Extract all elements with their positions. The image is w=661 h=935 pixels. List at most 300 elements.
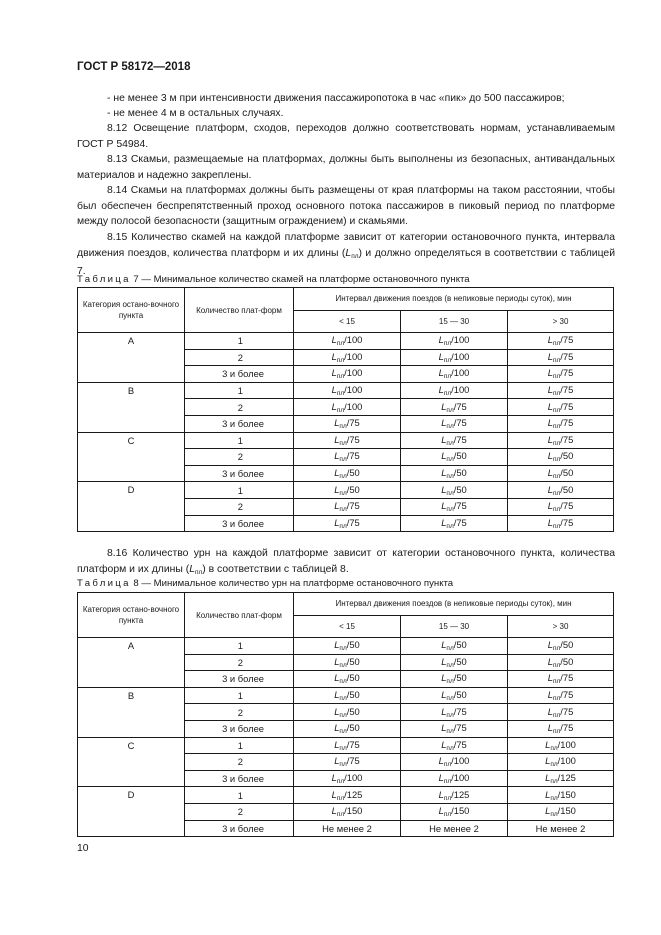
value-cell: [294, 415, 401, 432]
category-cell: В: [78, 382, 185, 432]
value-cell: [401, 671, 508, 688]
value-divisor: /50: [346, 467, 360, 479]
value-divisor: /100: [344, 772, 363, 784]
value-cell: [294, 432, 401, 449]
value-cell: [401, 482, 508, 499]
value-cell: [401, 349, 508, 366]
length-subscript: пл: [339, 473, 347, 481]
length-subscript: пл: [550, 761, 558, 769]
value-cell: [294, 498, 401, 515]
length-subscript: пл: [446, 456, 454, 464]
value-cell: [294, 687, 401, 704]
table-7: [77, 287, 614, 532]
length-subscript: пл: [336, 778, 345, 786]
value-divisor: /75: [560, 433, 574, 445]
header-interval: Интервал движения поездов (в непиковые периоды суток), мин: [294, 593, 614, 616]
value-divisor: /100: [451, 334, 470, 346]
value-divisor: /75: [560, 384, 574, 396]
length-subscript: пл: [446, 661, 454, 669]
length-subscript: пл: [339, 761, 347, 769]
length-subscript: пл: [446, 473, 454, 481]
paragraph-8-15: 8.15 Количество скамей на каждой платформе зависит от категории остановочного пункта, интервала движения поездов, количества платформ и их длины $(L_{пл})$ и должно определяться в соответствии с таблицей 7.: [77, 232, 615, 278]
value-divisor: /75: [346, 755, 360, 767]
table-row: [78, 482, 614, 499]
platform-count-cell: 2: [185, 803, 294, 820]
value-cell: [508, 515, 614, 532]
category-cell: D: [78, 482, 185, 532]
table-row: [78, 737, 614, 754]
table-header-row: [78, 593, 614, 616]
value-divisor: /150: [451, 805, 470, 817]
length-subscript: пл: [550, 794, 558, 802]
header-interval-col: > 30: [508, 615, 614, 638]
value-cell: [294, 671, 401, 688]
value-cell: [401, 382, 508, 399]
value-divisor: /50: [346, 672, 360, 684]
length-subscript: пл: [446, 506, 454, 514]
value-cell: [401, 399, 508, 416]
header-interval-col: > 30: [508, 310, 614, 333]
value-cell: [508, 737, 614, 754]
length-symbol: L: [438, 384, 444, 396]
value-cell: [401, 704, 508, 721]
value-cell: [294, 349, 401, 366]
length-symbol: L: [331, 367, 337, 379]
value-divisor: /75: [560, 722, 574, 734]
value-cell: [294, 638, 401, 655]
length-symbol: L: [438, 772, 444, 784]
value-divisor: /75: [560, 350, 574, 362]
length-symbol: L: [441, 400, 447, 412]
value-cell: [401, 737, 508, 754]
length-subscript: пл: [443, 811, 452, 819]
length-symbol: L: [547, 467, 553, 479]
length-symbol: L: [438, 755, 444, 767]
value-divisor: /100: [344, 384, 363, 396]
length-subscript: пл: [339, 456, 347, 464]
length-subscript: пл: [552, 728, 561, 736]
length-symbol: L: [545, 738, 551, 750]
length-symbol: L: [547, 334, 553, 346]
paragraph-bullet-2: - не менее 4 м в остальных случаях.: [107, 108, 284, 119]
value-cell: [508, 770, 614, 787]
length-symbol: L: [334, 417, 340, 429]
value-cell: [294, 449, 401, 466]
value-divisor: /75: [346, 417, 360, 429]
length-subscript: пл: [339, 423, 347, 431]
page-number: 10: [77, 843, 89, 854]
length-subscript: пл: [552, 661, 561, 669]
value-cell: [401, 654, 508, 671]
value-cell: [294, 515, 401, 532]
length-subscript: пл: [443, 778, 452, 786]
length-symbol: L: [547, 417, 553, 429]
value-divisor: /75: [453, 433, 467, 445]
value-cell: [294, 465, 401, 482]
length-subscript: пл: [446, 711, 454, 719]
value-cell: [401, 515, 508, 532]
value-divisor: /100: [344, 367, 363, 379]
length-symbol: L: [334, 639, 340, 651]
table-8-caption: Таблица 8 — Минимальное количество урн на платформе остановочного пункта: [77, 578, 454, 589]
value-divisor: /100: [344, 400, 363, 412]
length-symbol: L: [441, 467, 447, 479]
length-subscript: пл: [336, 794, 345, 802]
value-divisor: /75: [346, 500, 360, 512]
header-interval: Интервал движения поездов (в непиковые периоды суток), мин: [294, 288, 614, 311]
value-cell: [294, 482, 401, 499]
value-cell: [294, 704, 401, 721]
value-divisor: /50: [453, 450, 467, 462]
table-7-caption: Таблица 7 — Минимальное количество скамей на платформе остановочного пункта: [77, 274, 470, 285]
length-subscript: пл: [552, 489, 561, 497]
length-subscript: пл: [339, 711, 347, 719]
platform-count-cell: 2: [185, 498, 294, 515]
length-subscript: пл: [443, 340, 452, 348]
header-interval-col: < 15: [294, 310, 401, 333]
length-symbol: L: [547, 483, 553, 495]
value-cell: [401, 333, 508, 350]
value-cell: [508, 638, 614, 655]
length-subscript: пл: [446, 645, 454, 653]
value-divisor: /100: [451, 367, 470, 379]
length-subscript: пл: [552, 456, 561, 464]
value-divisor: /125: [344, 788, 363, 800]
header-interval-col: 15 — 30: [401, 615, 508, 638]
value-cell: [401, 820, 508, 837]
value-divisor: /50: [453, 467, 467, 479]
length-subscript: пл: [552, 678, 561, 686]
length-symbol: L: [334, 672, 340, 684]
value-cell: [401, 449, 508, 466]
platform-count-cell: 3 и более: [185, 770, 294, 787]
header-category: Категория остано-вочного пункта: [78, 593, 185, 638]
length-subscript: пл: [552, 356, 561, 364]
length-subscript: пл: [552, 506, 561, 514]
length-symbol: L: [545, 755, 551, 767]
length-subscript: пл: [339, 522, 347, 530]
category-cell: D: [78, 787, 185, 837]
value-divisor: /75: [560, 500, 574, 512]
value-divisor: /75: [453, 738, 467, 750]
value-cell: [508, 754, 614, 771]
value-text: Не менее 2: [535, 822, 586, 834]
value-cell: [401, 638, 508, 655]
category-cell: А: [78, 638, 185, 688]
header-interval-col: 15 — 30: [401, 310, 508, 333]
length-symbol: L: [547, 400, 553, 412]
length-subscript: пл: [443, 761, 452, 769]
paragraph-8-14: 8.14 Скамьи на платформах должны быть размещены от края платформы на таком расстоянии, чтобы был обеспечен беспрепятственный проход основного потока пассажиров в пиковый период по платформе между полосой безопасности (защитным ограждением) и скамьями.: [77, 185, 615, 228]
value-divisor: /100: [557, 738, 576, 750]
length-symbol: L: [441, 672, 447, 684]
platform-count-cell: 1: [185, 382, 294, 399]
value-cell: [294, 333, 401, 350]
length-symbol: L: [438, 367, 444, 379]
value-divisor: /50: [560, 655, 574, 667]
value-cell: [294, 654, 401, 671]
value-divisor: /75: [560, 417, 574, 429]
length-subscript: пл: [339, 645, 347, 653]
length-subscript: пл: [336, 390, 345, 398]
platform-count-cell: 3 и более: [185, 366, 294, 383]
header-category: Категория остано-вочного пункта: [78, 288, 185, 333]
length-symbol: L: [441, 433, 447, 445]
value-cell: [294, 770, 401, 787]
length-symbol: L: [331, 384, 337, 396]
header-platform-count: Количество плат-форм: [185, 288, 294, 333]
length-subscript: пл: [550, 811, 558, 819]
value-divisor: /100: [344, 334, 363, 346]
value-divisor: /150: [344, 805, 363, 817]
platform-count-cell: 1: [185, 638, 294, 655]
value-cell: [508, 349, 614, 366]
value-divisor: /75: [453, 417, 467, 429]
value-divisor: /50: [453, 689, 467, 701]
length-subscript: пл: [446, 728, 454, 736]
value-cell: [508, 704, 614, 721]
length-subscript: пл: [552, 645, 561, 653]
length-subscript: пл: [443, 373, 452, 381]
platform-count-cell: 2: [185, 349, 294, 366]
length-subscript: пл: [446, 744, 454, 752]
paragraph-8-12: 8.12 Освещение платформ, сходов, переходов должно соответствовать нормам, устанавливаемым ГОСТ Р 54984.: [77, 123, 615, 150]
length-symbol: L: [547, 433, 553, 445]
length-subscript: пл: [550, 744, 558, 752]
length-symbol: L: [334, 500, 340, 512]
length-symbol: L: [441, 705, 447, 717]
value-divisor: /50: [346, 722, 360, 734]
length-subscript: пл: [446, 522, 454, 530]
value-cell: [508, 820, 614, 837]
value-cell: [401, 687, 508, 704]
value-divisor: /50: [560, 483, 574, 495]
length-subscript: пл: [336, 373, 345, 381]
value-divisor: /75: [453, 400, 467, 412]
value-cell: [294, 720, 401, 737]
value-cell: [401, 498, 508, 515]
value-cell: [508, 654, 614, 671]
length-symbol: L: [441, 417, 447, 429]
table-row: [78, 432, 614, 449]
value-divisor: /75: [560, 334, 574, 346]
value-cell: [508, 382, 614, 399]
length-symbol: L: [331, 350, 337, 362]
length-symbol: L: [545, 788, 551, 800]
value-divisor: /75: [560, 400, 574, 412]
length-subscript: пл: [446, 439, 454, 447]
length-symbol: L: [441, 738, 447, 750]
table-row: [78, 687, 614, 704]
length-symbol: L: [438, 788, 444, 800]
value-cell: [294, 366, 401, 383]
value-divisor: /50: [346, 655, 360, 667]
length-symbol: L: [334, 689, 340, 701]
platform-count-cell: 1: [185, 333, 294, 350]
header-platform-count: Количество плат-форм: [185, 593, 294, 638]
length-symbol: L: [545, 772, 551, 784]
length-symbol: L: [547, 655, 553, 667]
value-divisor: /100: [451, 350, 470, 362]
value-divisor: /75: [346, 516, 360, 528]
platform-count-cell: 3 и более: [185, 671, 294, 688]
table-row: [78, 638, 614, 655]
length-subscript: пл: [552, 406, 561, 414]
value-cell: [508, 687, 614, 704]
platform-count-cell: 2: [185, 449, 294, 466]
value-divisor: /75: [560, 516, 574, 528]
value-divisor: /100: [557, 755, 576, 767]
length-symbol: L: [547, 384, 553, 396]
length-symbol: L: [438, 334, 444, 346]
table-header-row: [78, 288, 614, 311]
value-cell: [508, 498, 614, 515]
length-symbol: L: [334, 450, 340, 462]
value-divisor: /100: [451, 772, 470, 784]
length-symbol: L: [441, 483, 447, 495]
length-symbol: L: [334, 738, 340, 750]
length-symbol: L: [331, 805, 337, 817]
value-cell: [508, 671, 614, 688]
platform-count-cell: 3 и более: [185, 720, 294, 737]
value-cell: [508, 366, 614, 383]
value-divisor: /50: [453, 672, 467, 684]
length-subscript: пл: [339, 695, 347, 703]
length-symbol: L: [441, 500, 447, 512]
length-symbol: L: [441, 655, 447, 667]
platform-count-cell: 3 и более: [185, 820, 294, 837]
length-subscript: пл: [446, 406, 454, 414]
length-subscript: пл: [443, 794, 452, 802]
length-symbol: L: [545, 805, 551, 817]
length-subscript: пл: [443, 356, 452, 364]
value-cell: [401, 432, 508, 449]
platform-count-cell: 1: [185, 737, 294, 754]
paragraph-bullet-1: - не менее 3 м при интенсивности движения пассажиропотока в час «пик» до 500 пассажиров;: [107, 93, 565, 104]
length-symbol: L: [438, 805, 444, 817]
value-cell: [508, 787, 614, 804]
length-subscript: пл: [552, 522, 561, 530]
value-divisor: /100: [451, 384, 470, 396]
length-symbol: L: [547, 672, 553, 684]
category-cell: А: [78, 333, 185, 383]
value-divisor: /75: [560, 367, 574, 379]
paragraph-8-13: 8.13 Скамьи, размещаемые на платформах, должны быть выполнены из безопасных, антивандальных материалов и надежно закреплены.: [77, 154, 615, 181]
value-divisor: /50: [453, 483, 467, 495]
value-divisor: /50: [560, 639, 574, 651]
value-divisor: /50: [560, 450, 574, 462]
length-symbol: L: [334, 722, 340, 734]
value-cell: [508, 803, 614, 820]
length-subscript: пл: [446, 695, 454, 703]
header-interval-col: < 15: [294, 615, 401, 638]
length-symbol: L: [334, 483, 340, 495]
category-cell: В: [78, 687, 185, 737]
value-cell: [508, 333, 614, 350]
length-subscript: пл: [339, 439, 347, 447]
length-subscript: пл: [552, 373, 561, 381]
length-symbol: L: [441, 722, 447, 734]
value-divisor: /50: [453, 655, 467, 667]
length-subscript: пл: [552, 711, 561, 719]
length-symbol: L: [547, 722, 553, 734]
length-symbol: L: [547, 689, 553, 701]
length-symbol: L: [441, 516, 447, 528]
document-header: ГОСТ Р 58172—2018: [77, 61, 191, 73]
value-divisor: /150: [557, 788, 576, 800]
value-cell: [294, 820, 401, 837]
value-divisor: /50: [346, 483, 360, 495]
value-cell: [294, 754, 401, 771]
platform-count-cell: 2: [185, 704, 294, 721]
length-symbol: L: [334, 467, 340, 479]
length-symbol: L: [547, 367, 553, 379]
value-cell: [508, 465, 614, 482]
value-divisor: /75: [453, 705, 467, 717]
length-symbol: L: [547, 500, 553, 512]
value-cell: [508, 432, 614, 449]
value-divisor: /150: [557, 805, 576, 817]
table-8: [77, 592, 614, 837]
value-text: Не менее 2: [322, 822, 372, 834]
value-cell: [401, 366, 508, 383]
value-divisor: /75: [560, 705, 574, 717]
platform-count-cell: 3 и более: [185, 515, 294, 532]
value-divisor: /125: [557, 772, 576, 784]
length-symbol: L: [547, 450, 553, 462]
value-cell: [294, 803, 401, 820]
length-subscript: пл: [552, 439, 561, 447]
length-symbol: L: [441, 689, 447, 701]
length-subscript: пл: [339, 728, 347, 736]
value-cell: [508, 720, 614, 737]
platform-count-cell: 3 и более: [185, 415, 294, 432]
length-symbol: L: [334, 655, 340, 667]
value-text: Не менее 2: [429, 822, 479, 834]
value-divisor: /75: [453, 500, 467, 512]
length-symbol: L: [331, 400, 337, 412]
length-subscript: пл: [552, 423, 561, 431]
value-divisor: /50: [453, 639, 467, 651]
length-symbol: L: [334, 755, 340, 767]
length-symbol: L: [441, 450, 447, 462]
category-cell: С: [78, 737, 185, 787]
value-divisor: /100: [344, 350, 363, 362]
value-divisor: /75: [346, 450, 360, 462]
value-divisor: /75: [453, 516, 467, 528]
length-subscript: пл: [339, 506, 347, 514]
value-divisor: /100: [451, 755, 470, 767]
length-subscript: пл: [336, 340, 345, 348]
length-subscript: пл: [552, 473, 561, 481]
length-symbol: L: [334, 516, 340, 528]
length-subscript: пл: [550, 778, 558, 786]
value-cell: [401, 787, 508, 804]
length-symbol: L: [331, 772, 337, 784]
length-symbol: L: [331, 334, 337, 346]
table-row: [78, 333, 614, 350]
value-cell: [508, 399, 614, 416]
value-divisor: /50: [560, 467, 574, 479]
platform-count-cell: 2: [185, 654, 294, 671]
table-row: [78, 382, 614, 399]
length-subscript: пл: [443, 390, 452, 398]
length-subscript: пл: [552, 390, 561, 398]
value-divisor: /75: [560, 672, 574, 684]
value-cell: [294, 399, 401, 416]
paragraph-8-16: 8.16 Количество урн на каждой платформе зависит от категории остановочного пункта, количества платформ и их длины $(L_{пл})$ в соответствии с таблицей 8.: [77, 548, 615, 576]
value-cell: [294, 787, 401, 804]
